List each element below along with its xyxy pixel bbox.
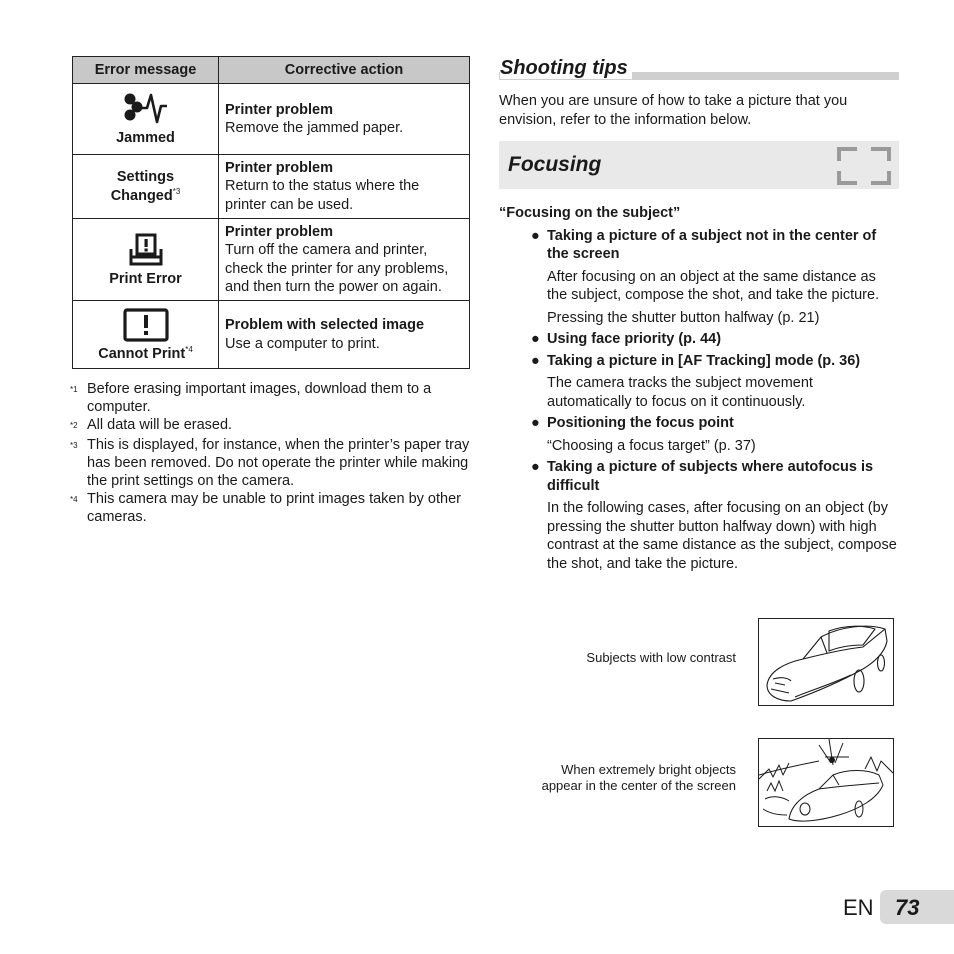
figure-caption: Subjects with low contrast bbox=[586, 650, 736, 665]
table-header-row bbox=[73, 57, 470, 84]
error-message: Settings bbox=[116, 168, 175, 185]
car-drawing bbox=[759, 619, 893, 705]
error-message: Jammed bbox=[116, 130, 175, 146]
footnote-marker: *3 bbox=[70, 440, 78, 450]
section-heading bbox=[499, 54, 899, 80]
table-row bbox=[73, 84, 470, 155]
focus-tips bbox=[499, 204, 897, 573]
footnotes bbox=[70, 380, 472, 527]
table-row bbox=[73, 155, 470, 219]
bright-objects-car-illustration bbox=[758, 738, 894, 827]
tip-heading: ● Taking a picture of a subject not in the center of the screen bbox=[531, 227, 877, 262]
footnote-marker: *2 bbox=[70, 421, 78, 431]
action-text: Turn off the camera and printer, check the printer for any problems, and then turn the power on again. bbox=[225, 242, 449, 295]
tip-heading: ● Using face priority (p. 44) bbox=[531, 331, 722, 347]
footnote-marker: *1 bbox=[70, 385, 78, 394]
action-title: Printer problem bbox=[225, 101, 333, 118]
figure-caption: When extremely bright objects appear in the center of the screen bbox=[541, 762, 736, 793]
tip-heading: ● Taking a picture of subjects where autofocus is difficult bbox=[531, 459, 874, 494]
focus-frame-icon bbox=[837, 147, 891, 185]
low-contrast-car-illustration bbox=[758, 618, 894, 706]
footnote bbox=[70, 380, 472, 416]
exclamation-box-icon bbox=[123, 308, 169, 342]
error-message: Cannot Print bbox=[98, 345, 186, 362]
tip-text: After focusing on an object at the same distance as the subject, compose the shot, and take the picture. bbox=[547, 268, 880, 303]
action-title: Printer problem bbox=[225, 223, 333, 240]
tip-text: In the following cases, after focusing on an object (by pressing the shutter button halfway down) with high contrast at the same distance as the subject, compose the shot, and take the picture. bbox=[547, 500, 897, 572]
action-text: Return to the status where the printer can be used. bbox=[225, 178, 420, 213]
footnote bbox=[70, 416, 472, 435]
table-row bbox=[73, 219, 470, 301]
car-drawing bbox=[759, 739, 893, 826]
column-header: Corrective action bbox=[219, 57, 470, 84]
printer-error-icon bbox=[128, 233, 164, 267]
subsection-title: Focusing bbox=[508, 153, 602, 176]
footnote-text: Before erasing important images, download them to a computer. bbox=[87, 381, 432, 416]
footnote-text: All data will be erased. bbox=[87, 417, 233, 434]
table-row bbox=[73, 301, 470, 369]
page-number: 73 bbox=[895, 895, 920, 920]
tip-heading: ● Positioning the focus point bbox=[531, 415, 734, 431]
column-header: Error message bbox=[73, 57, 219, 84]
bullet-icon: ● bbox=[531, 415, 540, 431]
bullet-icon: ● bbox=[531, 352, 540, 369]
paper-jam-icon bbox=[123, 92, 169, 126]
error-message: Print Error bbox=[109, 270, 182, 287]
bullet-icon: ● bbox=[531, 459, 540, 475]
action-title: Printer problem bbox=[225, 159, 333, 176]
footnote-marker: *3 bbox=[172, 186, 181, 196]
footnote bbox=[70, 436, 472, 491]
error-message: Changed bbox=[110, 187, 173, 204]
error-table bbox=[72, 56, 470, 369]
section-title: Shooting tips bbox=[500, 57, 632, 79]
language-label: EN bbox=[843, 895, 874, 920]
tip-text: The camera tracks the subject movement automatically to focus on it continuously. bbox=[547, 375, 813, 410]
footnote-text: This camera may be unable to print images taken by other cameras. bbox=[87, 491, 461, 526]
footnote bbox=[70, 490, 472, 526]
tip-heading: ● Taking a picture in [AF Tracking] mode (p. 36) bbox=[531, 352, 861, 369]
action-text: Use a computer to print. bbox=[225, 335, 380, 352]
footnote-marker: *4 bbox=[185, 344, 193, 354]
tips-subtitle: “Focusing on the subject” bbox=[499, 205, 681, 221]
subsection-banner bbox=[499, 141, 899, 189]
action-title: Problem with selected image bbox=[225, 317, 425, 333]
footnote-marker: *4 bbox=[70, 495, 78, 505]
tip-text: Pressing the shutter button halfway (p. 21) bbox=[547, 309, 820, 326]
bullet-icon: ● bbox=[531, 331, 540, 347]
bullet-icon: ● bbox=[531, 227, 540, 244]
intro-text: When you are unsure of how to take a picture that you envision, refer to the information below. bbox=[499, 93, 848, 128]
footnote-text: This is displayed, for instance, when the printer’s paper tray has been removed. Do not operate the printer while making the print settings on the camera. bbox=[87, 436, 470, 490]
tip-text: “Choosing a focus target” (p. 37) bbox=[547, 437, 756, 454]
action-text: Remove the jammed paper. bbox=[225, 120, 404, 136]
